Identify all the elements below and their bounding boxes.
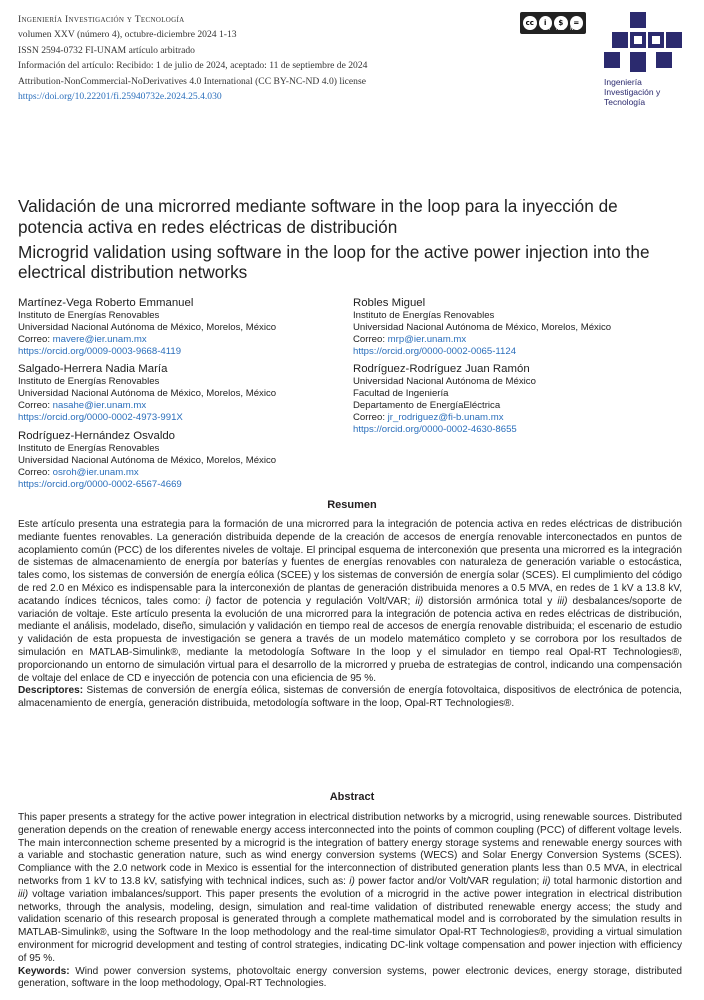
nd-icon: = <box>570 16 584 30</box>
author-orcid[interactable]: https://orcid.org/0000-0002-6567-4669 <box>18 479 182 490</box>
keywords-text: Wind power conversion systems, photovoltaic energy conversion systems, power electronic devices, energy storage, distributed generation, software in the loop methodology, Opal-RT Technologies. <box>18 965 682 990</box>
author-affiliation: Universidad Nacional Autónoma de México <box>353 376 536 387</box>
author-orcid[interactable]: https://orcid.org/0000-0002-4973-991X <box>18 412 183 423</box>
author-affiliation: Universidad Nacional Autónoma de México, Morelos, México <box>18 455 277 466</box>
author-name: Salgado-Herrera Nadia María <box>18 363 168 375</box>
resumen-body: Este artículo presenta una estrategia para la formación de una microrred para la integración de potencia activa en redes eléctricas de distribución mediante fuentes renovables. La generación distribuida depende de la creación de accesos de energía renovable interconectados en puntos de acoplamiento común (PCC) de los diferentes niveles de voltaje. El principal esquema de interconexión que presenta una microrred es la integración de sistemas de almacenamiento de energía por baterías y fuentes de energías renovables con naturaleza de generación variable o estocástica, tales como, los sistemas de conversión de energía eólica (SCEE) y los sistemas de conversión de energía solar (SCES). El cumplimiento del código de red 2.0 en México es indispensable para la interconexión de plantas de generación distribuida menores a 0.5 MVA, en redes de 1 kV a 13.8 kV, acatando índices técnicos, tales como: i) factor de potencia y regulación Volt/VAR; ii) distorsión armónica total y iii) desbalances/soporte de variación de voltaje. Este artículo presenta la evolución de una microrred para la integración de potencia activa en redes eléctricas de distribución, mediante el análisis, modelado, diseño, simulación y validación en tiempo real de accesos de energía renovable distribuida; el escenario de estudio y validación de esta propuesta de investigación se genera a través de un modelo matemático completo y se corrobora por los resultados de simulación en MATLAB-Simulink®, mediante la metodología Software In the loop y el simulador en tiempo real Opal-RT Technologies®, proporcionando un entorno de simulación virtual para el desarrollo de la microrred y prueba de estrategias de control, indicando una compensación de voltaje del enlace de CD e inyección de potencia con una eficiencia de 95 %. Descriptores: Sistemas de conversión de energía eólica, sistemas de conversión de energía fotovoltaica, dispositivos de electrónica de potencia, almacenamiento de energía, generación distribuida, metodología software in the loop, Opal-RT Technologies®. <box>18 519 682 710</box>
descriptores-text: Sistemas de conversión de energía eólica, sistemas de conversión de energía fotovoltaica, dispositivos de electrónica de potencia, almacenamiento de energía, generación distribuida, metodología software in the loop, Opal-RT Technologies®. <box>18 685 682 710</box>
title-english: Microgrid validation using software in the loop for the active power injection into the electrical distribution networks <box>18 242 650 282</box>
author-email-line: Correo: jr_rodriguez@fi-b.unam.mx <box>353 412 504 423</box>
author-orcid[interactable]: https://orcid.org/0000-0002-4630-8655 <box>353 424 517 435</box>
by-icon: i <box>539 16 553 30</box>
author-affiliation: Facultad de Ingeniería <box>353 388 449 399</box>
author-email[interactable]: mrp@ier.unam.mx <box>387 334 467 345</box>
author-name: Rodríguez-Rodríguez Juan Ramón <box>353 363 530 375</box>
abstract-body: This paper presents a strategy for the active power integration in electrical distribution networks by a microgrid, using renewable sources. Distributed generation depends on the creation of renewable energy access interconnected into the points of common coupling (PCC) of different voltage levels. The main interconnection scheme presented by a microgrid is the integration of battery energy storage systems and renewable energy sources with a variable and stochastic generation nature, such as wind energy conversion systems (WECS) and Solar Energy Conversion Systems (SCES). Compliance with the 2.0 network code in Mexico is essential for the interconnection of distributed generation plants less than 0.5 MVA, in electrical networks from 1 kV to 13.8 kV, satisfying with technical indices, such as: i) power factor and/or Volt/VAR regulation; ii) total harmonic distortion and iii) voltage variation imbalances/support. This paper presents the evolution of a microgrid in the active power integration in electrical distribution networks, through the analysis, modeling, design, simulation and real-time validation of distributed renewable energy access; the study and validation scenario of this research proposal is generated through a complete mathematical model and is corroborated by the simulation results in MATLAB-Simulink®, using the Software In the loop methodology and the real-time simulator Opal-RT Technologies®, providing a virtual simulation environment for microgrid development and testing of control strategies, indicating DC-link voltage compensation and power injection with efficiency of 95 %. Keywords: Wind power conversion systems, photovoltaic energy conversion systems, power electronic devices, energy storage, distributed generation, software in the loop methodology, Opal-RT Technologies. <box>18 812 683 990</box>
author-affiliation: Universidad Nacional Autónoma de México, Morelos, México <box>18 388 277 399</box>
title-spanish: Validación de una microrred mediante software in the loop para la inyección de potencia activa en redes eléctricas de distribución <box>18 196 618 237</box>
author-block <box>18 429 348 491</box>
article-info-line: Información del artículo: Recibido: 1 de julio de 2024, aceptado: 11 de septiembre de 2024 <box>18 60 368 72</box>
author-affiliation: Universidad Nacional Autónoma de México, Morelos, México <box>353 322 612 333</box>
author-block <box>353 362 683 436</box>
license-line: Attribution-NonCommercial-NoDerivatives 4.0 International (CC BY-NC-ND 4.0) license <box>18 75 366 87</box>
cc-badge-labels: BY NC ND <box>543 27 581 32</box>
author-affiliation: Instituto de Energías Renovables <box>18 443 160 454</box>
author-name: Rodríguez-Hernández Osvaldo <box>18 430 176 442</box>
resumen-heading: Resumen <box>327 499 377 511</box>
journal-name: Ingeniería Investigación y Tecnología <box>18 14 185 25</box>
author-email-line: Correo: mavere@ier.unam.mx <box>18 334 147 345</box>
volume-line: volumen XXV (número 4), octubre-diciembre 2024 1-13 <box>18 29 237 41</box>
author-name: Robles Miguel <box>353 297 426 309</box>
author-orcid[interactable]: https://orcid.org/0000-0002-0065-1124 <box>353 346 517 357</box>
author-email-line: Correo: nasahe@ier.unam.mx <box>18 400 147 411</box>
cc-icon: cc <box>523 16 537 30</box>
journal-logo-text: Ingeniería Investigación y Tecnología <box>604 77 661 107</box>
author-affiliation: Universidad Nacional Autónoma de México, Morelos, México <box>18 322 277 333</box>
author-block <box>353 296 683 358</box>
journal-logo-icon <box>604 12 684 76</box>
nc-icon: $ <box>554 16 568 30</box>
author-name: Martínez-Vega Roberto Emmanuel <box>18 297 194 309</box>
author-email[interactable]: jr_rodriguez@fi-b.unam.mx <box>387 412 504 423</box>
doi-link[interactable]: https://doi.org/10.22201/fi.25940732e.2024.25.4.030 <box>18 91 222 103</box>
author-block <box>18 296 348 358</box>
issn-line: ISSN 2594-0732 FI-UNAM artículo arbitrado <box>18 44 195 56</box>
descriptores-label: Descriptores: <box>18 685 84 697</box>
author-affiliation: Instituto de Energías Renovables <box>18 376 160 387</box>
abstract-heading: Abstract <box>329 791 375 803</box>
author-affiliation: Instituto de Energías Renovables <box>18 310 160 321</box>
author-email-line: Correo: mrp@ier.unam.mx <box>353 334 467 345</box>
author-email[interactable]: osroh@ier.unam.mx <box>52 467 139 478</box>
cc-license-badge[interactable] <box>520 12 586 34</box>
author-affiliation: Instituto de Energías Renovables <box>353 310 495 321</box>
author-email[interactable]: nasahe@ier.unam.mx <box>52 400 147 411</box>
author-orcid[interactable]: https://orcid.org/0009-0003-9668-4119 <box>18 346 182 357</box>
keywords-label: Keywords: <box>18 965 70 977</box>
article-header <box>18 12 367 104</box>
author-affiliation: Departamento de EnergíaEléctrica <box>353 400 501 411</box>
author-email-line: Correo: osroh@ier.unam.mx <box>18 467 139 478</box>
author-block <box>18 362 348 424</box>
author-email[interactable]: mavere@ier.unam.mx <box>52 334 147 345</box>
